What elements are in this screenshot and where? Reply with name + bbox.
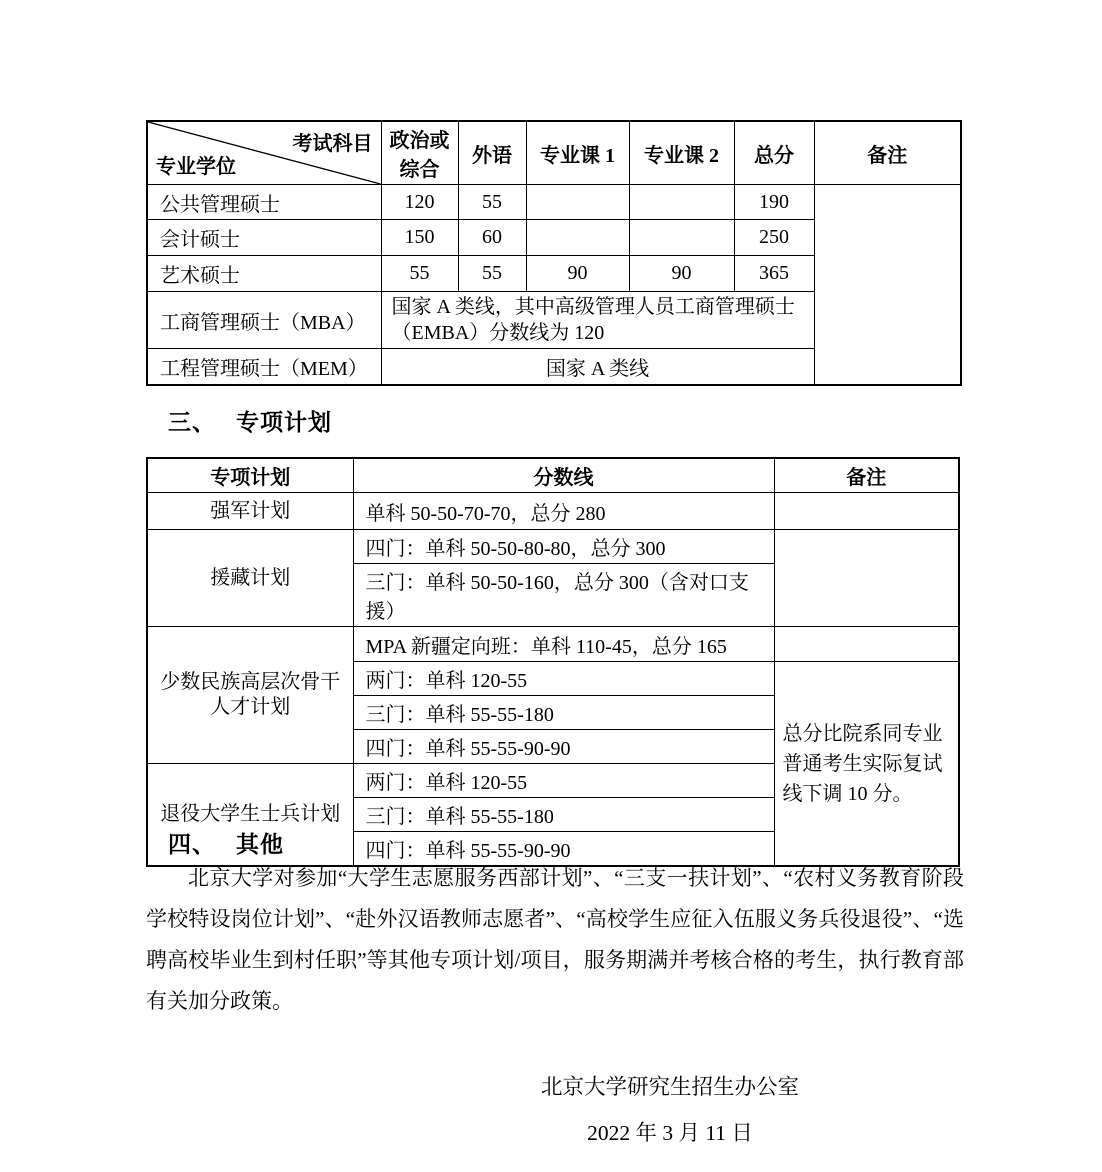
score-line-cell: 三门：单科 55-55-180 [353, 696, 774, 730]
score-cell: 60 [458, 220, 526, 256]
section-heading-others [168, 826, 284, 859]
diagonal-header-cell [147, 121, 381, 185]
col-header-politics: 政治或综合 [381, 121, 458, 185]
score-cell: 150 [381, 220, 458, 256]
signature-block [380, 1064, 960, 1156]
score-line-cell: 四门：单科 50-50-80-80，总分 300 [353, 530, 774, 564]
score-line-cell: 三门：单科 55-55-180 [353, 798, 774, 832]
score-line-cell: 四门：单科 55-55-90-90 [353, 730, 774, 764]
degree-table-header-row [147, 121, 961, 185]
section-title: 专项计划 [236, 410, 332, 435]
mem-score-line-text: 国家 A 类线 [381, 349, 814, 385]
remark-merged-cell: 总分比院系同专业普通考生实际复试线下调 10 分。 [774, 662, 959, 867]
section-title: 其他 [236, 832, 284, 857]
degree-label: 会计硕士 [147, 220, 381, 256]
degree-label: 公共管理硕士 [147, 185, 381, 220]
score-line-cell: 两门：单科 120-55 [353, 662, 774, 696]
col-header-score-line: 分数线 [353, 458, 774, 493]
degree-label: 艺术硕士 [147, 256, 381, 292]
plan-label-veteran: 退役大学生士兵计划 [147, 764, 353, 867]
special-program-table [146, 457, 960, 867]
col-header-remark: 备注 [814, 121, 961, 185]
section-number: 三、 [168, 410, 216, 435]
score-line-cell: 四门：单科 55-55-90-90 [353, 832, 774, 867]
signature-office: 北京大学研究生招生办公室 [540, 1075, 799, 1099]
remark-cell-empty [774, 627, 959, 662]
plan-label-qiangjun: 强军计划 [147, 493, 353, 530]
section-heading-special-programs [168, 404, 332, 437]
score-line-cell: 两门：单科 120-55 [353, 764, 774, 798]
col-header-foreign-language: 外语 [458, 121, 526, 185]
col-header-major-course-2: 专业课 2 [629, 121, 734, 185]
table-row [147, 493, 959, 530]
remark-cell-empty [774, 530, 959, 627]
signature-date: 2022 年 3 月 11 日 [587, 1121, 753, 1145]
score-line-cell: 单科 50-50-70-70，总分 280 [353, 493, 774, 530]
score-cell: 365 [734, 256, 814, 292]
score-cell: 120 [381, 185, 458, 220]
score-cell: 190 [734, 185, 814, 220]
score-cell: 90 [526, 256, 629, 292]
score-cell: 90 [629, 256, 734, 292]
remark-cell-empty [774, 493, 959, 530]
score-cell-empty [629, 185, 734, 220]
score-cell: 55 [381, 256, 458, 292]
col-header-total-score: 总分 [734, 121, 814, 185]
col-header-special-program: 专项计划 [147, 458, 353, 493]
plan-label-minority: 少数民族高层次骨干人才计划 [147, 627, 353, 764]
bonus-policy-paragraph: 北京大学对参加“大学生志愿服务西部计划”、“三支一扶计划”、“农村义务教育阶段学校特设岗位计划”、“赴外汉语教师志愿者”、“高校学生应征入伍服义务兵役退役”、“选聘高校毕业生到村任职”等其他专项计划/项目，服务期满并考核合格的考生，执行教育部有关加分政策。 [146, 866, 964, 1013]
table-row [147, 530, 959, 564]
table-row [147, 185, 961, 220]
header-degree-label: 专业学位 [156, 156, 236, 178]
score-cell-empty [526, 220, 629, 256]
score-cell: 250 [734, 220, 814, 256]
score-cell: 55 [458, 256, 526, 292]
remark-cell-empty [814, 185, 961, 385]
section-number: 四、 [168, 832, 216, 857]
degree-label: 工程管理硕士（MEM） [147, 349, 381, 385]
score-cell: 55 [458, 185, 526, 220]
degree-label: 工商管理硕士（MBA） [147, 292, 381, 349]
score-line-cell: 三门：单科 50-50-160，总分 300（含对口支援） [353, 564, 774, 627]
special-table-header-row [147, 458, 959, 493]
mba-score-line-text: 国家 A 类线，其中高级管理人员工商管理硕士（EMBA）分数线为 120 [381, 292, 814, 349]
col-header-major-course-1: 专业课 1 [526, 121, 629, 185]
score-cell-empty [629, 220, 734, 256]
degree-score-table [146, 120, 962, 386]
score-cell-empty [526, 185, 629, 220]
plan-label-yuanzang: 援藏计划 [147, 530, 353, 627]
col-header-remark: 备注 [774, 458, 959, 493]
header-exam-subjects-label: 考试科目 [292, 133, 373, 155]
score-line-cell: MPA 新疆定向班：单科 110-45，总分 165 [353, 627, 774, 662]
table-row [147, 627, 959, 662]
